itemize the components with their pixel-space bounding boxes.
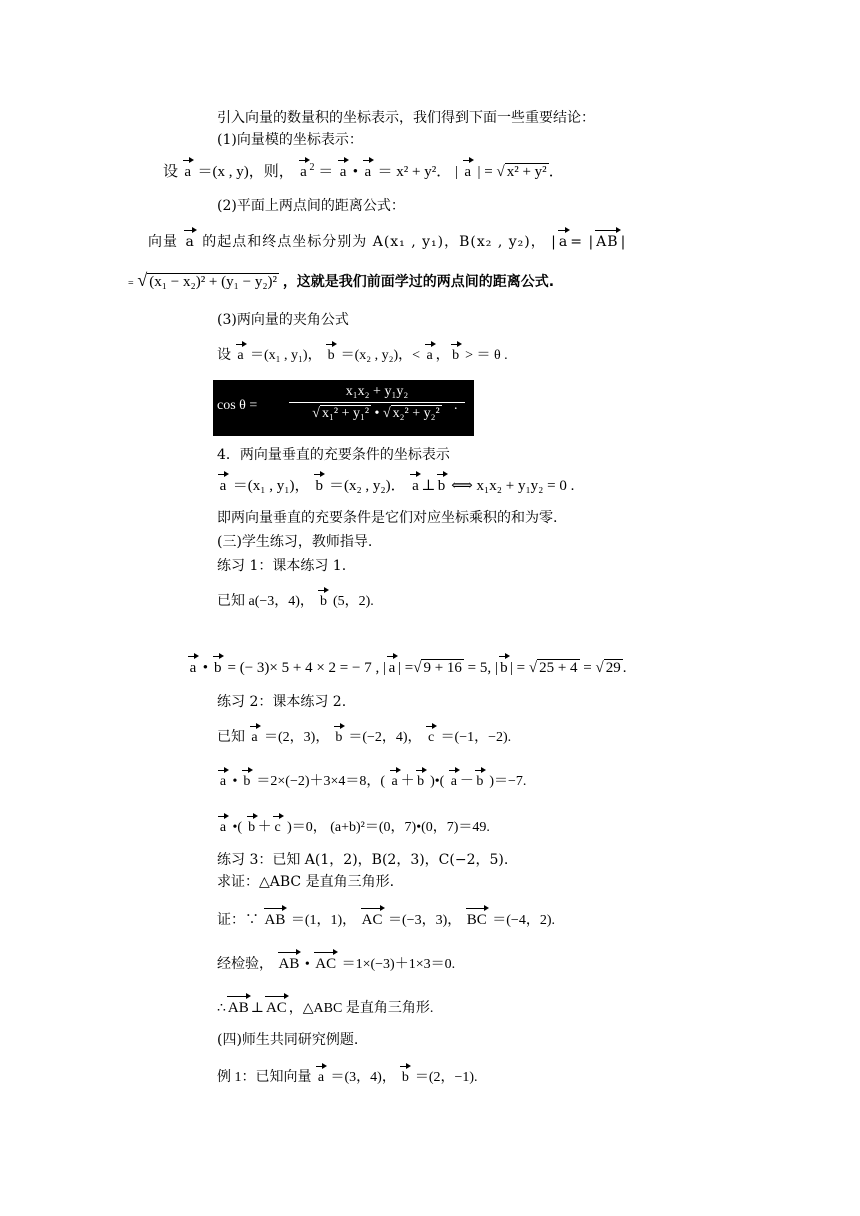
distance-formula: = √ (x₁ − x₂)² + (y₁ − y₂)² ，这就是我们前面学过的两点间的距离公式. bbox=[128, 270, 555, 290]
section-4-title: 4．两向量垂直的充要条件的坐标表示 bbox=[217, 447, 450, 463]
perpendicular-condition: a ＝(x₁ , y₁)， b ＝(x₂ , y₂)． a ⊥ b ⟺ x₁x₂ + y₁y₂ = 0 . bbox=[217, 470, 574, 496]
distance-line: 向量 a 的起点和终点坐标分别为 A(x₁ , y₁)，B(x₂ , y₂)， | a = | AB | bbox=[148, 226, 626, 252]
exercise-3-conclusion: ∴ AB ⊥ AC ，△ABC 是直角三角形. bbox=[217, 992, 433, 1019]
exercise-2-calc-1: a • b ＝2×(−2)＋3×4＝8，( a ＋ b )•( a － b )＝−7. bbox=[217, 766, 526, 792]
intro-text: 引入向量的数量积的坐标表示，我们得到下面一些重要结论： bbox=[217, 110, 595, 126]
section-2-title: (2)平面上两点间的距离公式： bbox=[217, 198, 405, 214]
exercise-1-title: 练习 1：课本练习 1. bbox=[217, 558, 347, 574]
exercise-2-title: 练习 2：课本练习 2. bbox=[217, 694, 347, 710]
angle-definition: 设 a ＝(x₁ , y₁)， b ＝(x₂ , y₂)，< a ， b > ＝ θ . bbox=[217, 340, 508, 366]
research-heading: (四)师生共同研究例题. bbox=[217, 1032, 359, 1048]
exercise-2-given: 已知 a ＝(2，3)， b ＝(−2，4)， c ＝(−1，−2). bbox=[217, 722, 511, 748]
exercise-1-given: 已知 a(−3，4)， b (5，2). bbox=[217, 586, 374, 612]
modulus-formula: 设 a ＝(x , y)，则， a $^2$ ＝ a • a ＝ x² + y²． | a | = √ x² + y² ． bbox=[163, 156, 564, 182]
cosine-formula-box: cos θ = x₁x₂ + y₁y₂ √ x₁² + y₁² • √ x₂² + y₂² . bbox=[213, 380, 474, 436]
section-3-title: (3)两向量的夹角公式 bbox=[217, 312, 349, 328]
exercise-3-title: 练习 3：已知 A(1，2)，B(2，3)，C(−2，5). bbox=[217, 852, 509, 868]
section-1-title: (1)向量模的坐标表示： bbox=[217, 132, 363, 148]
practice-heading: (三)学生练习，教师指导. bbox=[217, 534, 373, 550]
exercise-3-check: 经检验， AB • AC ＝1×(−3)＋1×3＝0. bbox=[217, 948, 455, 975]
perpendicular-note: 即两向量垂直的充要条件是它们对应坐标乘积的和为零. bbox=[217, 510, 558, 526]
exercise-2-calc-2: a •( b ＋ c )＝0， (a+b)²＝(0，7)•(0，7)＝49. bbox=[217, 812, 490, 838]
exercise-1-calc: a • b = (− 3)× 5 + 4 × 2 = − 7 , | a | =√ 9 + 16 = 5, | b | = √ 25 + 4 = √ 29 . bbox=[187, 652, 627, 678]
example-1: 例 1：已知向量 a ＝(3，4)， b ＝(2，−1). bbox=[217, 1062, 478, 1088]
exercise-3-prove: 求证：△ABC 是直角三角形. bbox=[217, 874, 395, 890]
exercise-3-proof: 证：∵ AB ＝(1，1)， AC ＝(−3，3)， BC ＝(−4，2). bbox=[217, 904, 555, 931]
